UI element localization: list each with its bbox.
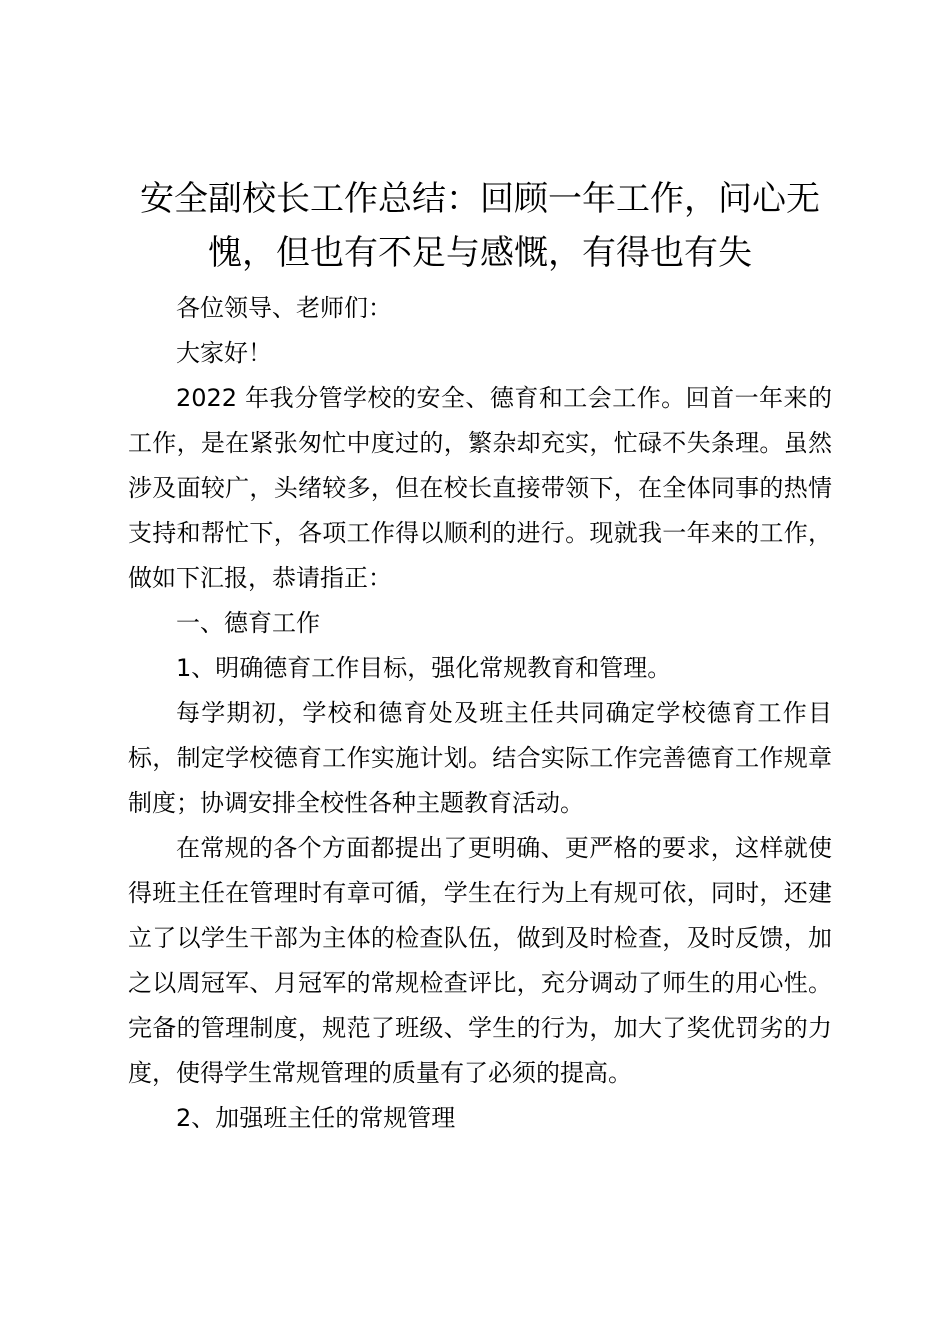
section-heading-moral-education: 一、德育工作 [176, 609, 320, 637]
paragraph-routine: 在常规的各个方面都提出了更明确、更严格的要求，这样就使得班主任在管理时有章可循，学生在行为上有规可依，同时，还建立了以学生干部为主体的检查队伍，做到及时检查，及时反馈，加之以周冠军、月冠军的常规检查评比，充分调动了师生的用心性。完备的管理制度，规范了班级、学生的行为，加大了奖优罚劣的力度，使得学生常规管理的质量有了必须的提高。 [128, 834, 832, 1087]
subheading-goals: 1、明确德育工作目标，强化常规教育和管理。 [176, 654, 672, 682]
document-page [128, 172, 832, 1141]
document-title: 安全副校长工作总结：回顾一年工作，问心无愧，但也有不足与感慨，有得也有失 [140, 179, 820, 273]
paragraph-greeting: 各位领导、老师们： [176, 294, 392, 322]
document-body [128, 286, 832, 1141]
subheading-class-teacher: 2、加强班主任的常规管理 [176, 1104, 456, 1132]
paragraph-intro: 2022 年我分管学校的安全、德育和工会工作。回首一年来的工作，是在紧张匆忙中度过的，繁杂却充实，忙碌不失条理。虽然涉及面较广，头绪较多，但在校长直接带领下，在全体同事的热情支持和帮忙下，各项工作得以顺利的进行。现就我一年来的工作，做如下汇报，恭请指正： [128, 384, 832, 592]
paragraph-goals: 每学期初，学校和德育处及班主任共同确定学校德育工作目标，制定学校德育工作实施计划。结合实际工作完善德育工作规章制度；协调安排全校性各种主题教育活动。 [128, 699, 832, 817]
paragraph-hello: 大家好！ [176, 339, 272, 367]
